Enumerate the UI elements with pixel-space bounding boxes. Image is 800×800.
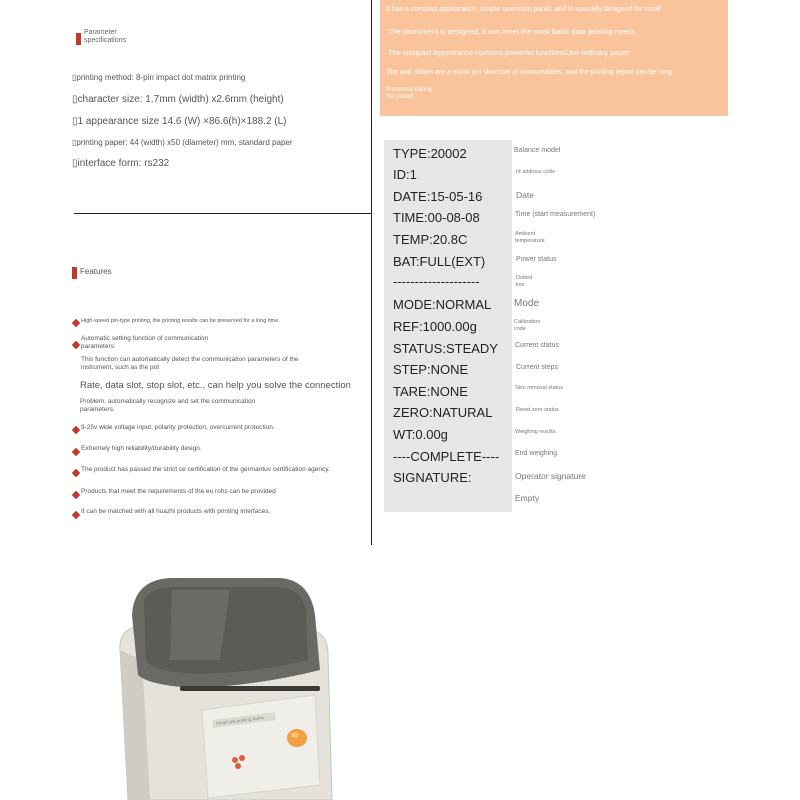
label-power-status: Power status [516,256,557,263]
feature-subline: This function can automatically detect the communication parameters of the [81,356,299,363]
receipt-line-battery: BAT:FULL(EXT) [393,254,486,269]
section-marker [72,267,77,279]
bullet-icon [72,491,80,499]
receipt-line-mode: MODE:NORMAL [393,297,492,312]
feature-item [81,335,208,351]
label-current-steps: Current steps [516,364,559,371]
label-weighing-results: Weighing results [515,429,556,435]
receipt-line-complete: ----COMPLETE---- [393,449,500,464]
feature-subline: instrument, such as the pot [81,364,160,371]
label-skin-removal: Skin removal status [515,385,563,391]
section-marker [76,33,81,45]
label-time: Time (start measurement) [515,211,596,218]
label-calibration-code [514,319,540,332]
label-operator-signature: Operator signature [515,471,586,481]
label-balance-model: Balance model [514,147,561,154]
bullet-icon [72,511,80,519]
description-subline: the period. [386,94,415,100]
feature-subline: parameters: [81,343,116,350]
label-subline: Ambient [515,231,536,237]
description-line [386,87,446,101]
bullet-icon [72,469,80,477]
bullet-icon [72,341,80,349]
specs-heading-line: specifications [84,37,127,44]
receipt-line-weight: WT:0.00g [393,427,448,442]
feature-subline: Problem, automatically recognize and set the communication [80,398,256,405]
receipt-dotted-line: -------------------- [393,274,480,289]
receipt-line-id: ID:1 [393,167,417,182]
feature-item: 9-25v wide voltage input, polarity protection, overcurrent protection. [81,424,275,431]
label-reset-zero: Reset zero status [516,407,559,413]
feature-subline: parameters. [80,406,115,413]
receipt-line-ref: REF:1000.00g [393,319,477,334]
spec-appearance-size: ▯1 appearance size 14.6 (W) ×86.6(h)×188.2 (L) [72,116,287,127]
label-end-weighing: End weighing [515,450,558,457]
description-line: The compact appearance contains powerful functionsUse ordinary paper [388,48,630,57]
feature-item: It can be matched with all huazhi products with printing interfaces. [81,508,271,515]
feature-detail [81,356,299,372]
feature-subline: Automatic setting function of communication [81,335,209,342]
label-subline: code [514,325,526,332]
label-ambient-temperature [515,231,545,244]
spec-character-size: ▯character size: 1.7mm (width) x2.6mm (height) [72,94,284,105]
spec-printing-paper: ▯printing paper: 44 (width) x50 (diameter) mm, standard paper [72,138,293,147]
bullet-icon [72,448,80,456]
description-subline: Preserved during [386,87,432,93]
feature-item: Products that meet the requirements of the eu rohs can be provided [81,488,276,495]
receipt-line-tare: TARE:NONE [393,384,468,399]
label-subline: Calibration [514,319,541,325]
label-dotted-line [516,275,532,288]
description-line: The and ribbon are a micro pin structure of consumables, and the printing report can be long [386,69,672,76]
label-empty: Empty [515,493,540,503]
description-line: It has a compact appearance, simple operation panel, and is specially designed for small [386,6,661,13]
bullet-icon [72,319,80,327]
feature-detail [80,398,255,414]
label-id-address: Id address code [516,169,556,175]
label-subline: line [516,281,525,288]
receipt-line-date: DATE:15-05-16 [393,189,483,204]
feature-detail: Rate, data slot, stop slot, etc., can help you solve the connection [80,380,351,391]
feed-button[interactable] [287,729,307,747]
spec-printing-method: ▯printing method: 8-pin impact dot matrix printing [72,73,246,82]
spec-interface-form: ▯interface form: rs232 [72,158,170,169]
specs-heading [84,29,126,45]
description-line: The instrument is designed, it can meet the most basic data printing needs. [388,27,638,36]
feature-item: High-speed pin-type printing, the printing results can be preserved for a long time. [81,318,280,324]
printer-image [110,560,350,800]
printer-label: Small unit printing frame [215,715,265,726]
receipt-line-temp: TEMP:20.8C [393,232,468,247]
label-date: Date [516,190,534,200]
feature-item: The product has passed the strict ce certification of the germantuv certification agency. [81,466,330,473]
specs-heading-line: Parameter [84,29,117,36]
features-heading: Features [80,267,112,276]
receipt-line-signature: SIGNATURE: [393,470,472,485]
receipt-line-time: TIME:00-08-08 [393,210,480,225]
feature-item: Extremely high reliability/durability design. [81,445,202,452]
receipt-line-zero: ZERO:NATURAL [393,405,493,420]
vertical-divider [371,0,372,545]
receipt-line-step: STEP:NONE [393,362,469,377]
bullet-icon [72,426,80,434]
label-mode: Mode [514,298,540,309]
horizontal-divider [74,213,371,214]
receipt-line-type: TYPE:20002 [393,146,467,161]
label-subline: Dotted [516,275,533,281]
label-current-status: Current status [515,342,559,349]
receipt-line-status: STATUS:STEADY [393,341,498,356]
label-subline: temperature [515,237,545,244]
